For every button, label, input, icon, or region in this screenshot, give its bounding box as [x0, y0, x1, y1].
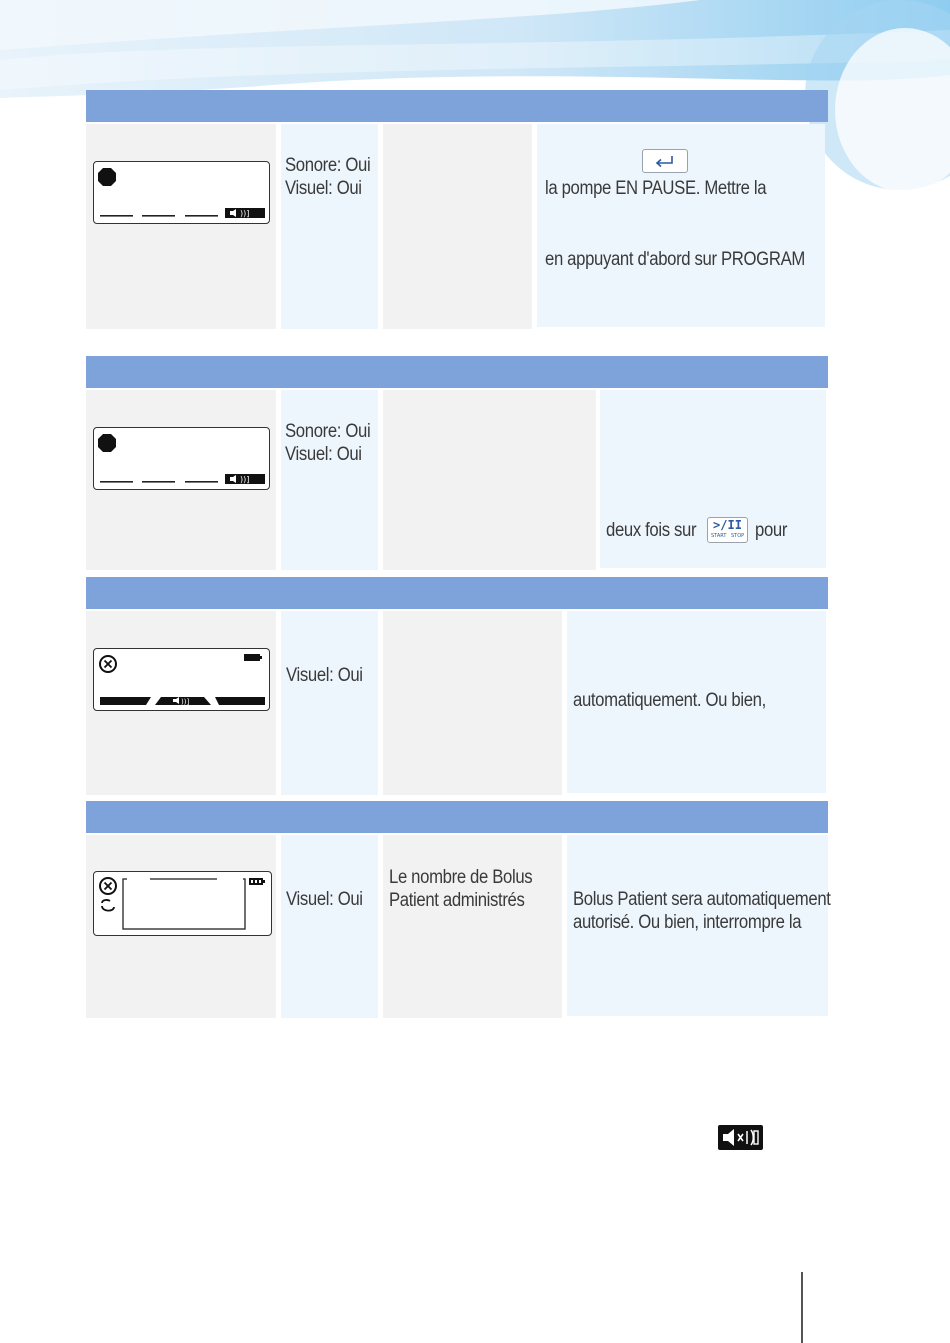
row2-action-text: deux fois sur [606, 520, 697, 541]
row3-action-line1: automatiquement. Ou bien, [573, 690, 766, 711]
stop-key-sublabel: STOP [731, 533, 745, 539]
svg-text:))]: ))] [240, 209, 250, 218]
row4-header [86, 801, 828, 833]
row1-lcd-content [94, 162, 269, 223]
stop-octagon-icon [98, 434, 116, 452]
row4-lcd-content [94, 872, 271, 935]
row1-action-line1: la pompe EN PAUSE. Mettre la [545, 178, 767, 199]
svg-text:))]: ))] [240, 475, 250, 484]
row3-signal-visual: Visuel: Oui [286, 665, 363, 686]
row2-header [86, 356, 828, 388]
row2-lcd-display [93, 427, 270, 490]
row1-cause-cell [383, 124, 532, 329]
row3-lcd-content [94, 649, 269, 710]
row1-signal-sound: Sonore: Oui [285, 155, 371, 176]
bolus-icon [102, 900, 114, 911]
row4-signal-cell [281, 835, 378, 1018]
row1-signal-visual: Visuel: Oui [285, 178, 362, 199]
row2-signal-cell [281, 390, 378, 570]
stop-octagon-icon [98, 168, 116, 186]
message-frame [123, 879, 245, 929]
start-stop-key-icon [707, 517, 748, 543]
row3-signal-cell [281, 611, 378, 795]
row1-header [86, 90, 828, 122]
row3-lcd-display [93, 648, 270, 711]
row4-action-line1: Bolus Patient sera automatiquement [573, 889, 831, 910]
row4-lcd-display [93, 871, 272, 936]
margin-rule [801, 1272, 803, 1343]
row1-screen-cell [86, 124, 276, 329]
row4-cause-cell [383, 835, 562, 1018]
svg-text:))]: ))] [181, 698, 190, 706]
row4-cause-line2: Patient administrés [389, 890, 525, 911]
alarm-mute-icon [718, 1125, 763, 1150]
enter-key-icon [642, 149, 688, 173]
row1-lcd-display [93, 161, 270, 224]
row4-signal-visual: Visuel: Oui [286, 889, 363, 910]
row2-signal-visual: Visuel: Oui [285, 444, 362, 465]
start-stop-key-symbol: >/II [713, 518, 742, 532]
row4-cause-line1: Le nombre de Bolus [389, 867, 533, 888]
row1-action-line2: en appuyant d'abord sur PROGRAM [545, 249, 805, 270]
battery-icon [244, 654, 260, 661]
row3-cause-cell [383, 611, 562, 795]
row4-action-line2: autorisé. Ou bien, interrompre la [573, 912, 802, 933]
row3-header [86, 577, 828, 609]
row2-lcd-content [94, 428, 269, 489]
row2-action-text-after: pour [755, 520, 788, 541]
row2-cause-cell [383, 390, 596, 570]
start-key-sublabel: START [711, 533, 727, 539]
row2-signal-sound: Sonore: Oui [285, 421, 371, 442]
